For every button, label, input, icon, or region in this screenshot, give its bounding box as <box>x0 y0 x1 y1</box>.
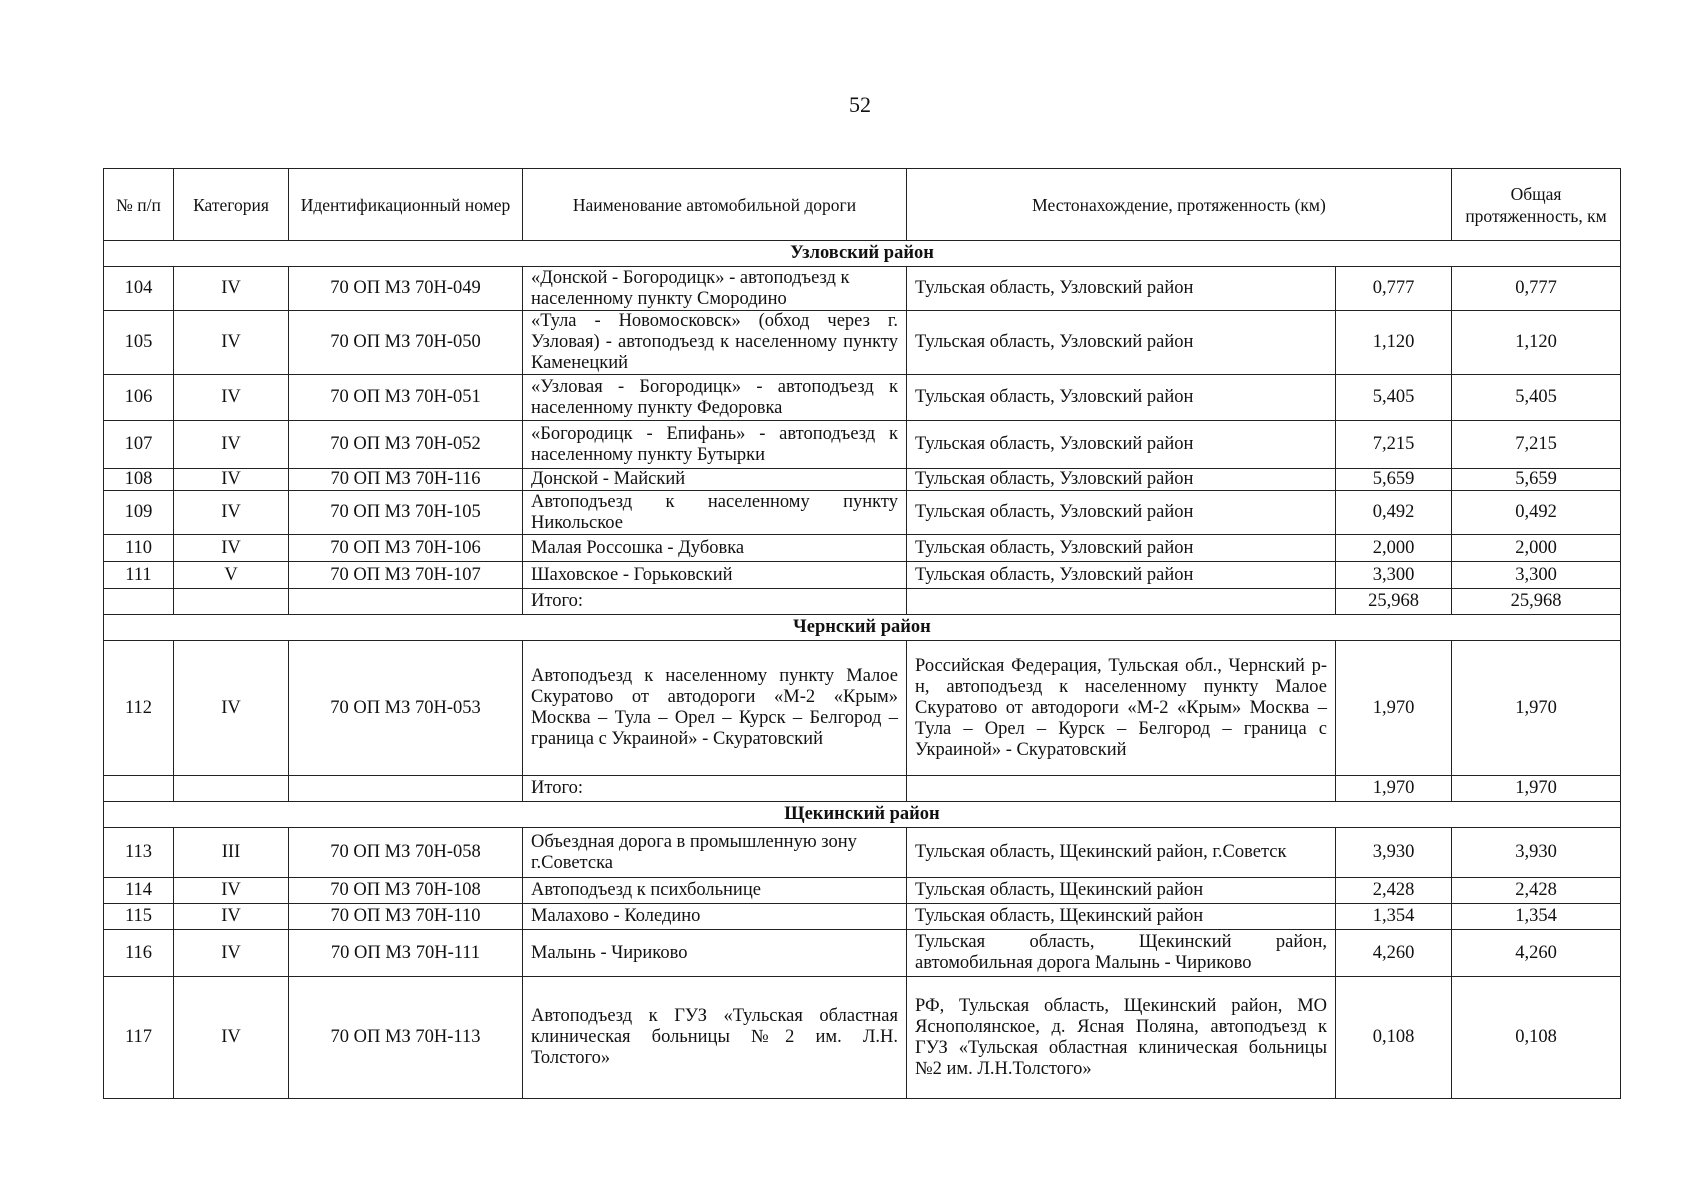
road-name: Автоподъезд к населенному пункту Малое Скуратово от автодороги «М-2 «Крым» Москва – Тула – Орел – Курск – Белгород – граница с Украиной» - Скуратовский <box>523 641 907 776</box>
road-location: Тульская область, Узловский район <box>907 267 1336 311</box>
road-category: IV <box>174 641 289 776</box>
road-total-length: 0,492 <box>1452 491 1621 535</box>
road-length: 4,260 <box>1336 930 1452 977</box>
road-name: Автоподъезд к населенному пункту Никольское <box>523 491 907 535</box>
empty-cell <box>174 776 289 802</box>
empty-cell <box>174 589 289 615</box>
row-number: 105 <box>104 311 174 375</box>
road-id-number: 70 ОП МЗ 70Н-051 <box>289 375 523 421</box>
table-row <box>104 535 1621 562</box>
road-id-number: 70 ОП МЗ 70Н-053 <box>289 641 523 776</box>
road-name: Малахово - Коледино <box>523 904 907 930</box>
header-id-number: Идентификационный номер <box>289 169 523 241</box>
header-row <box>104 169 1621 241</box>
road-total-length: 4,260 <box>1452 930 1621 977</box>
row-number: 110 <box>104 535 174 562</box>
road-id-number: 70 ОП МЗ 70Н-111 <box>289 930 523 977</box>
road-name: «Узловая - Богородицк» - автоподъезд к населенному пункту Федоровка <box>523 375 907 421</box>
road-name: Шаховское - Горьковский <box>523 562 907 589</box>
road-location: Тульская область, Щекинский район, г.Советск <box>907 828 1336 878</box>
total-length: 1,970 <box>1336 776 1452 802</box>
table-row <box>104 641 1621 776</box>
road-name: Малынь - Чириково <box>523 930 907 977</box>
row-number: 113 <box>104 828 174 878</box>
district-title: Чернский район <box>104 615 1621 641</box>
road-length: 7,215 <box>1336 421 1452 469</box>
table-row <box>104 311 1621 375</box>
road-length: 0,777 <box>1336 267 1452 311</box>
table-row <box>104 930 1621 977</box>
row-number: 112 <box>104 641 174 776</box>
road-id-number: 70 ОП МЗ 70Н-116 <box>289 469 523 491</box>
road-name: Донской - Майский <box>523 469 907 491</box>
total-length: 25,968 <box>1336 589 1452 615</box>
road-name: «Тула - Новомосковск» (обход через г. Узловая) - автоподъезд к населенному пункту Каменецкий <box>523 311 907 375</box>
road-length: 2,000 <box>1336 535 1452 562</box>
road-location: Тульская область, Щекинский район <box>907 904 1336 930</box>
row-number: 107 <box>104 421 174 469</box>
row-number: 117 <box>104 977 174 1099</box>
road-category: IV <box>174 375 289 421</box>
header-category: Категория <box>174 169 289 241</box>
row-number: 111 <box>104 562 174 589</box>
table-row <box>104 562 1621 589</box>
roads-table <box>103 168 1621 1099</box>
road-location: Тульская область, Узловский район <box>907 469 1336 491</box>
road-id-number: 70 ОП МЗ 70Н-105 <box>289 491 523 535</box>
road-id-number: 70 ОП МЗ 70Н-106 <box>289 535 523 562</box>
row-number: 106 <box>104 375 174 421</box>
road-length: 2,428 <box>1336 878 1452 904</box>
empty-cell <box>104 776 174 802</box>
road-total-length: 2,428 <box>1452 878 1621 904</box>
road-category: IV <box>174 421 289 469</box>
road-name: Малая Россошка - Дубовка <box>523 535 907 562</box>
road-length: 3,930 <box>1336 828 1452 878</box>
road-total-length: 1,120 <box>1452 311 1621 375</box>
road-id-number: 70 ОП МЗ 70Н-052 <box>289 421 523 469</box>
road-length: 5,659 <box>1336 469 1452 491</box>
road-location: Тульская область, Узловский район <box>907 562 1336 589</box>
road-location: Тульская область, Узловский район <box>907 491 1336 535</box>
row-number: 104 <box>104 267 174 311</box>
district-title: Узловский район <box>104 241 1621 267</box>
total-label: Итого: <box>523 776 907 802</box>
road-total-length: 0,777 <box>1452 267 1621 311</box>
road-location: Тульская область, Щекинский район <box>907 878 1336 904</box>
road-total-length: 3,300 <box>1452 562 1621 589</box>
table-row <box>104 878 1621 904</box>
road-category: IV <box>174 878 289 904</box>
table-body <box>104 241 1621 1099</box>
road-id-number: 70 ОП МЗ 70Н-058 <box>289 828 523 878</box>
district-row <box>104 615 1621 641</box>
road-total-length: 1,354 <box>1452 904 1621 930</box>
road-total-length: 3,930 <box>1452 828 1621 878</box>
road-length: 1,120 <box>1336 311 1452 375</box>
road-category: III <box>174 828 289 878</box>
district-title: Щекинский район <box>104 802 1621 828</box>
road-total-length: 2,000 <box>1452 535 1621 562</box>
page-number: 52 <box>849 92 871 117</box>
road-name: Автоподъезд к психбольнице <box>523 878 907 904</box>
table-row <box>104 828 1621 878</box>
road-name: «Богородицк - Епифань» - автоподъезд к населенному пункту Бутырки <box>523 421 907 469</box>
road-category: IV <box>174 904 289 930</box>
road-category: V <box>174 562 289 589</box>
road-length: 3,300 <box>1336 562 1452 589</box>
empty-cell <box>289 589 523 615</box>
road-category: IV <box>174 535 289 562</box>
empty-cell <box>907 776 1336 802</box>
empty-cell <box>104 589 174 615</box>
road-location: РФ, Тульская область, Щекинский район, МО Яснополянское, д. Ясная Поляна, автоподъезд к ГУЗ «Тульская областная клиническая больницы №2 им. Л.Н.Толстого» <box>907 977 1336 1099</box>
road-total-length: 7,215 <box>1452 421 1621 469</box>
table-row <box>104 421 1621 469</box>
road-category: IV <box>174 267 289 311</box>
table-row <box>104 977 1621 1099</box>
road-category: IV <box>174 977 289 1099</box>
district-row <box>104 241 1621 267</box>
road-total-length: 5,405 <box>1452 375 1621 421</box>
road-id-number: 70 ОП МЗ 70Н-113 <box>289 977 523 1099</box>
road-length: 5,405 <box>1336 375 1452 421</box>
road-length: 1,354 <box>1336 904 1452 930</box>
road-category: IV <box>174 469 289 491</box>
table-row <box>104 469 1621 491</box>
table-row <box>104 904 1621 930</box>
road-name: Автоподъезд к ГУЗ «Тульская областная клиническая больницы №2 им. Л.Н. Толстого» <box>523 977 907 1099</box>
road-name: «Донской - Богородицк» - автоподъезд к населенному пункту Смородино <box>523 267 907 311</box>
road-location: Тульская область, Узловский район <box>907 375 1336 421</box>
road-location: Российская Федерация, Тульская обл., Чернский р-н, автоподъезд к населенному пункту Малое Скуратово от автодороги «М-2 «Крым» Москва – Тула – Орел – Курск – Белгород – граница с Украиной» - Скуратовский <box>907 641 1336 776</box>
header-location: Местонахождение, протяженность (км) <box>907 169 1452 241</box>
total-row <box>104 776 1621 802</box>
row-number: 115 <box>104 904 174 930</box>
total-label: Итого: <box>523 589 907 615</box>
header-total-length: Общая протяженность, км <box>1452 169 1621 241</box>
road-category: IV <box>174 311 289 375</box>
total-row <box>104 589 1621 615</box>
district-row <box>104 802 1621 828</box>
road-id-number: 70 ОП МЗ 70Н-108 <box>289 878 523 904</box>
road-location: Тульская область, Узловский район <box>907 535 1336 562</box>
total-overall: 1,970 <box>1452 776 1621 802</box>
road-location: Тульская область, Щекинский район, автомобильная дорога Малынь - Чириково <box>907 930 1336 977</box>
road-category: IV <box>174 930 289 977</box>
road-location: Тульская область, Узловский район <box>907 311 1336 375</box>
road-id-number: 70 ОП МЗ 70Н-110 <box>289 904 523 930</box>
road-length: 1,970 <box>1336 641 1452 776</box>
table-row <box>104 375 1621 421</box>
road-id-number: 70 ОП МЗ 70Н-050 <box>289 311 523 375</box>
total-overall: 25,968 <box>1452 589 1621 615</box>
road-length: 0,108 <box>1336 977 1452 1099</box>
road-total-length: 1,970 <box>1452 641 1621 776</box>
table-row <box>104 491 1621 535</box>
road-total-length: 0,108 <box>1452 977 1621 1099</box>
road-location: Тульская область, Узловский район <box>907 421 1336 469</box>
row-number: 116 <box>104 930 174 977</box>
road-id-number: 70 ОП МЗ 70Н-049 <box>289 267 523 311</box>
row-number: 114 <box>104 878 174 904</box>
empty-cell <box>907 589 1336 615</box>
row-number: 108 <box>104 469 174 491</box>
road-total-length: 5,659 <box>1452 469 1621 491</box>
empty-cell <box>289 776 523 802</box>
table-row <box>104 267 1621 311</box>
road-length: 0,492 <box>1336 491 1452 535</box>
road-name: Объездная дорога в промышленную зону г.Советска <box>523 828 907 878</box>
road-category: IV <box>174 491 289 535</box>
header-road-name: Наименование автомобильной дороги <box>523 169 907 241</box>
row-number: 109 <box>104 491 174 535</box>
road-id-number: 70 ОП МЗ 70Н-107 <box>289 562 523 589</box>
header-num: № п/п <box>104 169 174 241</box>
